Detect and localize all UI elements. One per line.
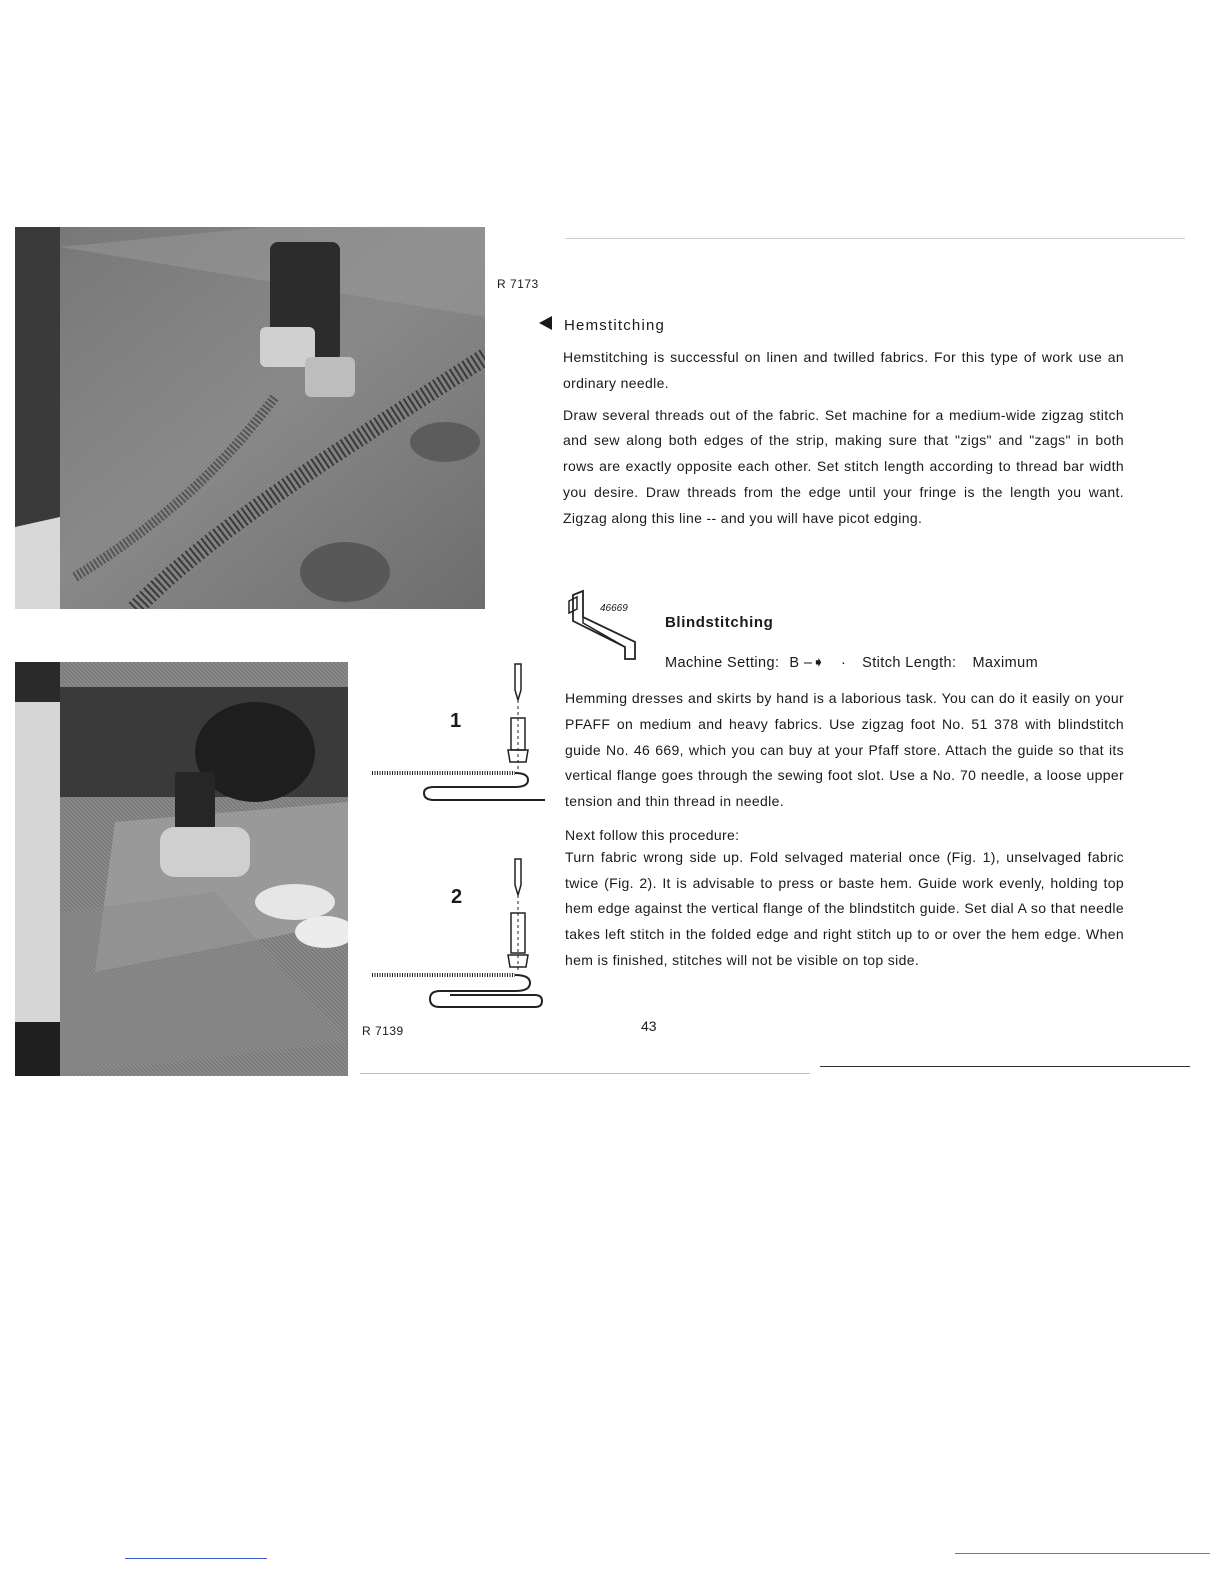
- procedure-intro: Next follow this procedure:: [565, 826, 740, 843]
- left-arrow-marker-icon: [538, 315, 554, 336]
- machine-setting-label: Machine Setting:: [665, 655, 780, 671]
- bottom-photo-label: R 7139: [362, 1024, 404, 1038]
- figure-2-diagram: [370, 855, 550, 1015]
- footer-link-line: [125, 1558, 267, 1559]
- top-photo-label: R 7173: [497, 277, 539, 291]
- figure-2-number: 2: [451, 886, 463, 908]
- top-divider: [565, 238, 1185, 239]
- stitch-length-label: Stitch Length:: [862, 655, 957, 671]
- bottom-divider-right: [820, 1066, 1190, 1067]
- blindstitching-text: [565, 686, 1124, 974]
- stitch-length-value: Maximum: [972, 655, 1039, 671]
- blindstitch-guide-icon: [565, 587, 640, 677]
- machine-setting-row: [665, 655, 1038, 671]
- separator-dot-icon: ·: [840, 655, 847, 671]
- blindstitching-paragraph-2: Turn fabric wrong side up. Fold selvaged material once (Fig. 1), unselvaged fabric twice (Fig. 2). It is advisable to press or baste hem. Guide work evenly, holding top hem edge against the vertical flange of the blindstitch guide. Set dial A so that needle takes left stitch in the folded edge and right stitch up to or over the hem edge. When hem is finished, stitches will not be visible on top side.: [565, 848, 1124, 968]
- hemstitching-photo: [15, 227, 485, 609]
- page-number: 43: [641, 1018, 657, 1034]
- blindstitching-photo: [15, 662, 348, 1076]
- footer-right-line: [955, 1553, 1210, 1554]
- hemstitching-paragraph-2: Draw several threads out of the fabric. Set machine for a medium-wide zigzag stitch and sew along both edges of the strip, making sure that "zigs" and "zags" in both rows are exactly opposite each other. Set stitch length according to thread bar width you desire. Draw threads from the edge until your fringe is the length you want. Zigzag along this line -- and you will have picot edging.: [563, 406, 1124, 526]
- hemstitching-paragraph-1: Hemstitching is successful on linen and twilled fabrics. For this type of work use an ordinary needle.: [563, 349, 1124, 391]
- figure-1-number: 1: [450, 710, 462, 732]
- bottom-divider-left: [360, 1073, 810, 1074]
- blindstitching-heading: Blindstitching: [665, 614, 774, 631]
- blindstitching-paragraph-1: Hemming dresses and skirts by hand is a laborious task. You can do it easily on your PFAFF on medium and heavy fabrics. Use zigzag foot No. 51 378 with blindstitch guide No. 46 669, which you can buy at your Pfaff store. Attach the guide so that its vertical flange goes through the sewing foot slot. Use a No. 70 needle, a loose upper tension and thin thread in needle.: [565, 690, 1124, 810]
- guide-part-number: 46669: [600, 603, 628, 614]
- figure-1-diagram: [370, 660, 550, 805]
- hemstitching-text: [563, 345, 1124, 532]
- machine-setting-value: B –➧: [789, 655, 825, 671]
- hemstitching-heading-row: [538, 315, 665, 336]
- hemstitching-heading: Hemstitching: [564, 317, 666, 334]
